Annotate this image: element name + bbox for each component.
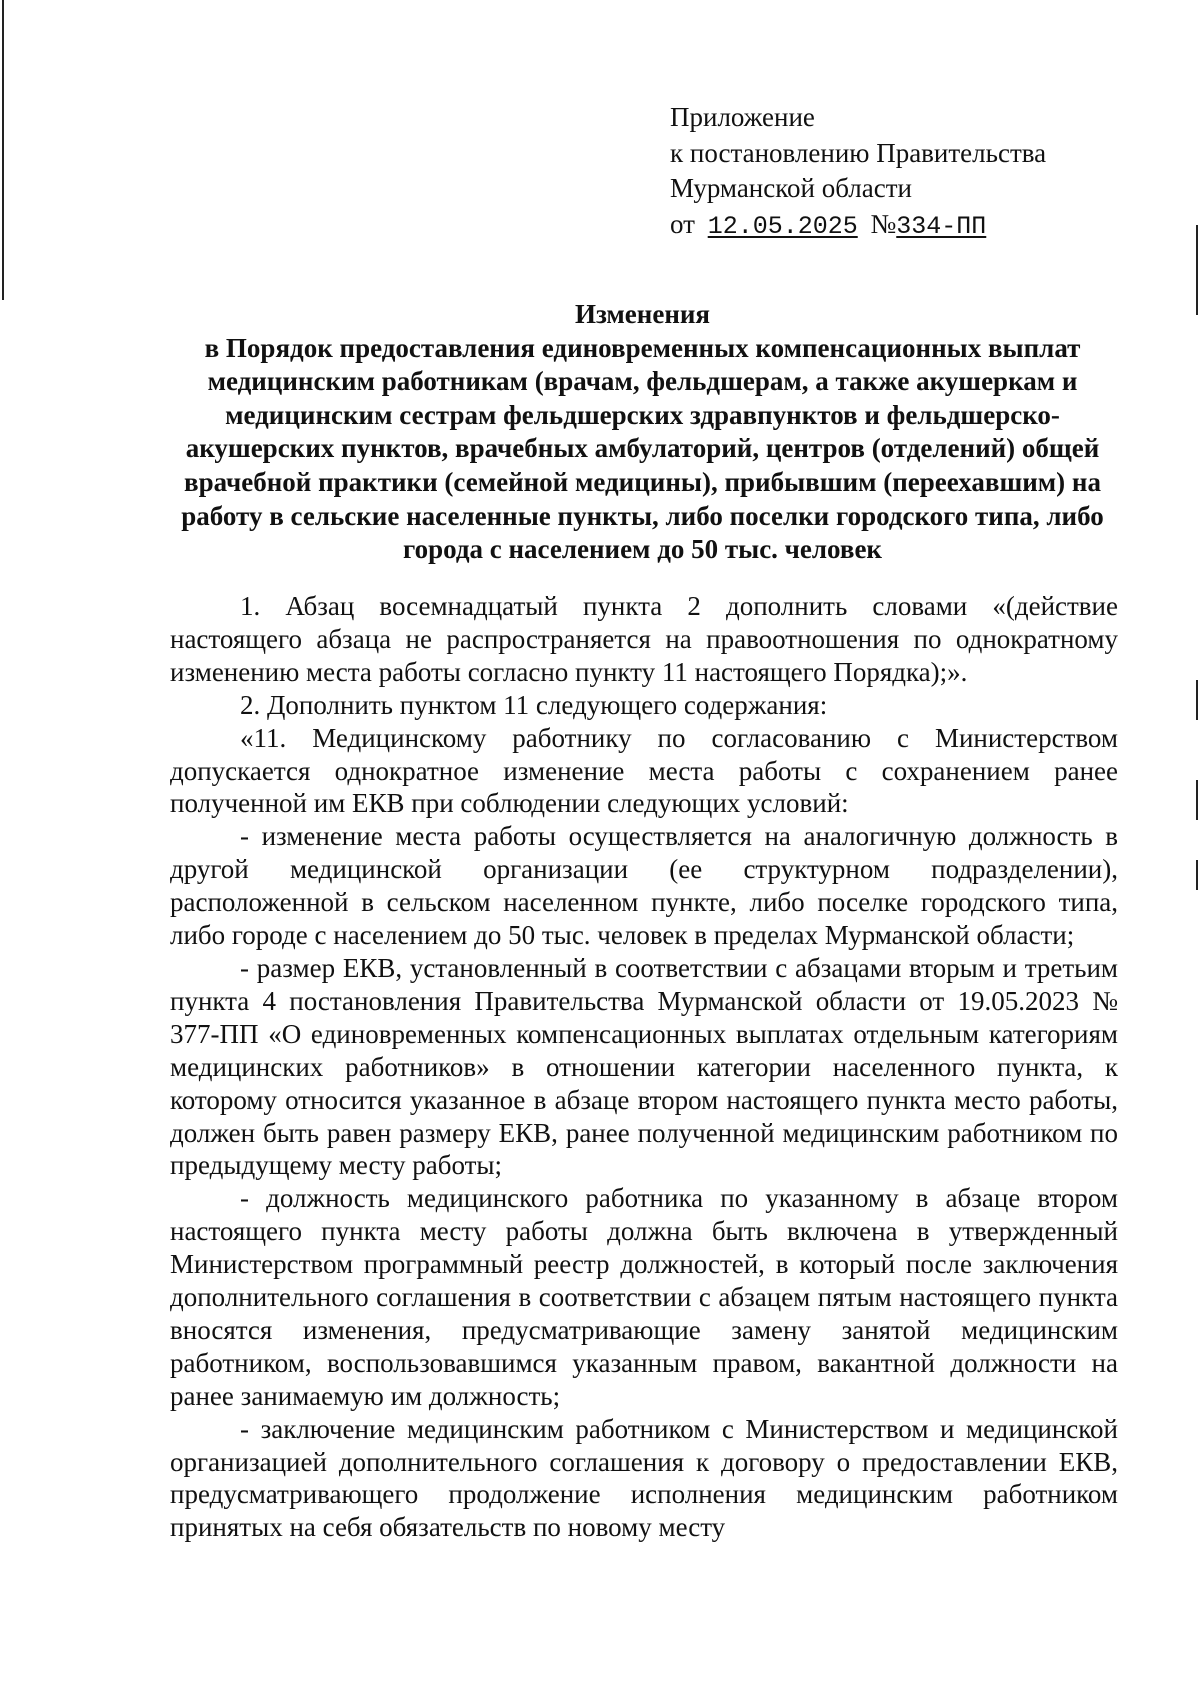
document-body [170,590,1118,1544]
scan-edge-mark [1196,780,1198,820]
annex-date-line [670,207,1046,245]
title-subheading: в Порядок предоставления единовременных компенсационных выплат медицинским работникам (врачам, фельдшерам, а также акушеркам и медицинским сестрам фельдшерских здравпунктов и фельдшерско-акушерских пунктов, врачебных амбулаторий, центров (отделений) общей врачебной практики (семейной медицины), прибывшим (переехавшим) на работу в сельские населенные пункты, либо поселки городского типа, либо города с населением до 50 тыс. человек [181,332,1104,565]
title-heading: Изменения [574,299,711,329]
document-title [160,298,1125,567]
paragraph-3: «11. Медицинскому работнику по согласованию с Министерством допускается однократное изменение места работы с сохранением ранее полученной им ЕКВ при соблюдении следующих условий: [170,722,1118,819]
paragraph-6: - должность медицинского работника по указанному в абзаце втором настоящего пункта месту работы должна быть включена в утвержденный Министерством программный реестр должностей, в который после заключения дополнительного соглашения в соответствии с абзацем пятым настоящего пункта вносятся изменения, предусматривающие замену занятой медицинским работником, воспользовавшимся указанным правом, вакантной должности на ранее занимаемую им должность; [170,1183,1118,1411]
paragraph-2: 2. Дополнить пунктом 11 следующего содержания: [240,689,828,720]
annex-date: 12.05.2025 [707,211,858,241]
scan-edge-mark [2,0,4,300]
annex-title: Приложение [670,102,815,132]
annex-header [670,100,1046,244]
paragraph-1: 1. Абзац восемнадцатый пункта 2 дополнить словами «(действие настоящего абзаца не распространяется на правоотношения по однократному изменению места работы согласно пункту 11 настоящего Порядка);». [170,591,1118,687]
annex-number-sign: № [870,208,897,239]
scan-edge-mark [1196,680,1198,720]
annex-number: 334-ПП [896,211,987,241]
scan-edge-mark [1196,860,1198,890]
annex-from-label: от [670,208,695,239]
paragraph-4: - изменение места работы осуществляется на аналогичную должность в другой медицинской организации (ее структурном подразделении), расположенной в сельском населенном пункте, либо поселке городского типа, либо городе с населением до 50 тыс. человек в пределах Мурманской области; [170,821,1118,951]
paragraph-5: - размер ЕКВ, установленный в соответствии с абзацами вторым и третьим пункта 4 постановления Правительства Мурманской области от 19.05.2023 № 377-ПП «О единовременных компенсационных выплатах отдельным категориям медицинских работников» в отношении категории населенного пункта, к которому относится указанное в абзаце втором настоящего пункта место работы, должен быть равен размеру ЕКВ, ранее полученной медицинским работником по предыдущему месту работы; [170,952,1118,1181]
scan-edge-mark [1196,225,1198,315]
annex-region: Мурманской области [670,173,912,203]
paragraph-7: - заключение медицинским работником с Министерством и медицинской организацией дополнительного соглашения к договору о предоставлении ЕКВ, предусматривающего продолжение исполнения медицинским работником принятых на себя обязательств по новому месту [170,1413,1118,1543]
annex-reference: к постановлению Правительства [670,137,1047,168]
